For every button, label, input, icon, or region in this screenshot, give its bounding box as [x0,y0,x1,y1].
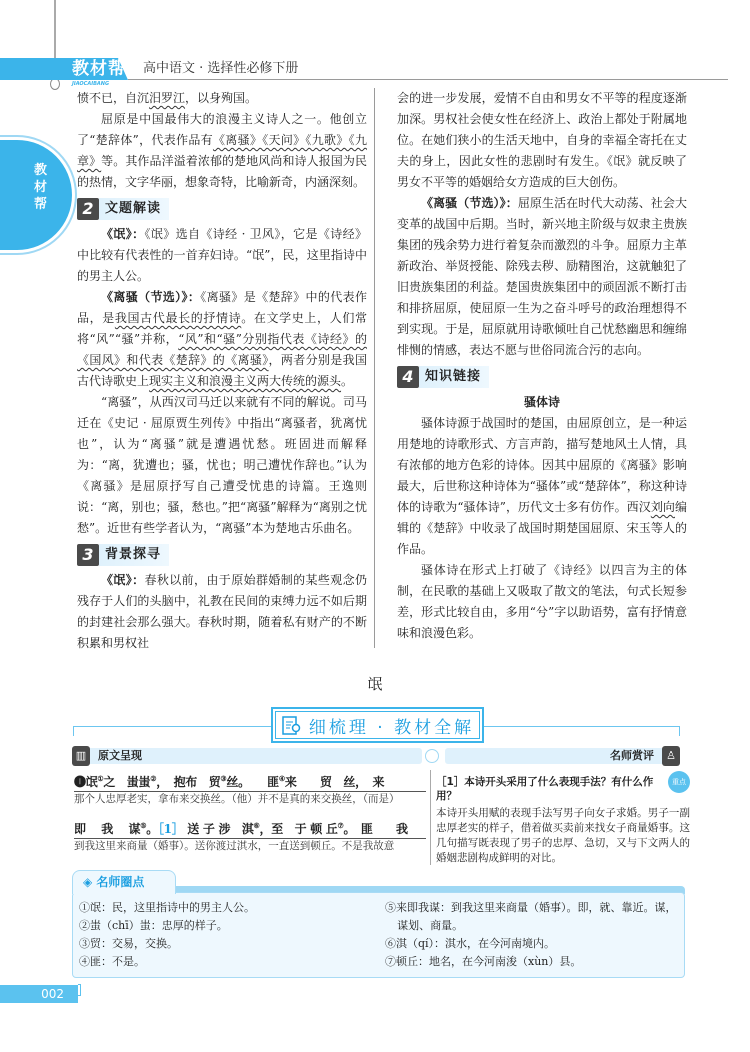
book-icon: ▥ [72,746,90,766]
left-column [77,88,367,654]
note-item: ③贸：交易，交换。 [79,937,178,950]
section-number: 3 [77,544,99,566]
original-text [74,770,426,854]
note-item: ⑥淇（qí）：淇水，在今河南境内。 [385,937,556,950]
text-segment: ，至 于 顿 丘 [259,822,338,836]
paragraph [397,560,687,644]
text-segment: 丝。 匪 [226,775,279,789]
original-block-1 [74,770,426,807]
paragraph [77,570,367,654]
section-number: 2 [77,198,99,220]
text-segment: 《氓》： [101,227,145,241]
text-segment: 骚体诗 [523,395,560,409]
text-segment: ，两者分别是我国古代诗歌史上 [77,353,367,388]
side-tab-label: 教材帮 [34,163,48,212]
footnote-marker: ① [97,774,104,783]
section-label: 文题解读 [99,198,169,220]
text-segment: 骚体诗在形式上打破了《诗经》以四言为主的体制，在民歌的基础上又吸取了散文的笔法，句式长短参差，形式比较自由，多用“兮”字以助语势，富有抒情意味和浪漫色彩。 [397,563,687,640]
commentary-divider [430,770,431,865]
footnote-marker: ⑥ [253,821,260,830]
underlined-text: 现实主义和浪漫主义两大传统的源头 [149,374,342,388]
text-segment: 会的进一步发展，爱情不自由和男女不平等的程度逐渐加深。男权社会使女性在经济上、政治上都处于附属地位。在她们狭小的生活天地中，自身的幸福全寄托在丈夫的身上，因此女性的悲剧时有发生。《氓》就反映了男女不平等的婚姻给女方造成的巨大创伤。 [397,91,687,189]
section-heading [77,197,367,221]
text-segment: 《氓》选自《诗经 · 卫风》，它是《诗经》中比较有代表性的一首弃妇诗。“氓”，民，这里指诗中的男主人公。 [77,227,367,283]
paragraph [397,413,687,560]
text-segment: ❶氓 [74,775,98,789]
section-banner [271,707,484,743]
notes-left [79,899,369,971]
text-segment: “离骚”，从西汉司马迁以来就有不同的解说。司马迁在《史记 · 屈原贾生列传》中指出“离骚者，犹离忧也”，认为“离骚”就是遭遇忧愁。班固进而解释为：“离，犹遭也；骚，忧也；明己遭忧作辞也。”认为《离骚》是屈原抒写自己遭受忧患的诗篇。王逸则说：“离，别也；骚，愁也。”把“离骚”解释为“离别之忧愁”。近世有些学者认为，“离骚”本为楚地古乐曲名。 [77,395,367,535]
paragraph [397,88,687,193]
poem-title: 氓 [367,675,383,693]
underlined-text: 汨罗江 [149,91,186,105]
text-segment: ， 抱布 贸 [156,775,221,789]
original-text-bar [72,748,422,764]
text-segment: 春秋以前，由于原始群婚制的某些观念仍残存于人们的头脑中，礼教在民间的束缚力远不如后期的封建社会那么强大。春秋时期，随着私有财产的不断积累和男权社 [77,573,367,650]
underlined-text: 我国古代最长的抒情诗 [114,311,242,325]
key-point-badge: 重点 [668,771,690,793]
paragraph [77,392,367,539]
paragraph [77,287,367,392]
text-segment: 。 匪 我 [343,822,408,836]
paragraph [77,109,367,193]
text-segment: 《离骚》是《楚辞》中的代表作品，是 [77,290,367,325]
header-logo: 教材帮 [72,59,126,79]
header-logo-sub: JIAOCAIBANG [72,81,110,87]
section-heading [77,543,367,567]
text-segment: 《离骚（节选）》： [101,290,201,304]
column-divider [374,88,375,648]
text-segment: 等。其作品洋溢着浓郁的楚地风尚和诗人报国为民的热情，文字华丽，想象奇特，比喻新奇，内涵深刻。 [77,154,367,189]
layers-icon: ◈ [83,875,93,889]
note-item: ①氓：民，这里指诗中的男主人公。 [79,901,255,914]
commentary-answer: 本诗开头用赋的表现手法写男子向女子求婚。男子一副忠厚老实的样子，借着做买卖前来找女子商量婚事。这几句描写既表现了男子的忠厚、急切，又与下文两人的婚姻悲剧构成鲜明的对比。 [436,807,690,864]
text-segment: ，以身殉国。 [185,91,258,105]
original-block-2 [74,817,426,854]
original-text-label: 原文呈现 [98,749,142,762]
text-segment: 骚体诗源于战国时的楚国，由屈原创立，是一种运用楚地的诗歌形式、方言声韵，描写楚地风土人情，具有浓郁的地方色彩的诗体。因其中屈原的《离骚》影响最大，后世称这种诗体为“骚体”或“楚辞体”，称这种诗体的诗歌为“骚体诗”，历代文士多有仿作。西汉 [397,416,687,514]
notes-title: 名师圈点 [96,875,145,889]
text-segment: 屈原是中国最伟大的浪漫主义诗人之一。他创立了“楚辞体”，代表作品有 [77,112,367,147]
notes-right [385,899,680,971]
footer-plug-icon [78,984,81,996]
note-item: ⑤来即我谋：到我这里来商量（婚事）。即，就、靠近。谋，谋划、商量。 [385,901,677,932]
commentary-label: 名师赏评 [610,749,654,762]
footnote-marker: ② [150,774,157,783]
footnote-marker: ③ [220,774,227,783]
text-segment: 屈原生活在时代大动荡、社会大变革的战国中后期。当时，新兴地主阶级与奴隶主贵族集团的残余势力进行着复杂而激烈的斗争。屈原力主革新政治、举贤授能、除残去秽、励精图治，这就触犯了旧贵族集团的利益。楚国贵族集团中的顽固派不断打击和排挤屈原，使屈原一生为之奋斗呼号的政治理想得不到实现。于是，屈原就用诗歌倾吐自己忧愁幽思和缠绵悱恻的情感，表达不愿与世俗同流合污的志向。 [397,196,687,357]
text-segment: 编辑的《楚辞》中收录了战国时期楚国屈原、宋玉等人的作品。 [397,500,687,556]
section-label: 背景探寻 [99,544,169,566]
section-number: 4 [397,366,419,388]
underlined-text: 《离骚》《天问》《九歌》《九章》 [77,133,367,168]
underlined-text: 刘向 [650,500,675,514]
translation-line: 那个人忠厚老实，拿布来交换丝。（他）并不是真的来交换丝，（而是） [74,793,400,805]
commentary-question: ［1］本诗开头采用了什么表现手法？有什么作用？ [436,776,654,802]
page-number: 002 [0,985,78,1003]
divider-ornament-icon [425,749,439,763]
original-line [74,817,426,839]
footnote-marker: ⑦ [337,821,344,830]
commentary-bar [445,748,680,764]
text-segment: 《离骚（节选）》： [421,196,518,210]
paragraph [77,88,367,109]
text-segment: 来 贸 丝， 来 [284,775,385,789]
note-item: ②蚩（chī）蚩：忠厚的样子。 [79,919,228,932]
subsection-title [397,392,687,413]
text-segment: 送 子 涉 淇 [183,822,254,836]
text-segment: 《氓》： [101,573,145,587]
notebook-icon [281,714,301,736]
text-segment: 即 我 谋 [74,822,141,836]
teacher-icon: ♙ [662,746,680,766]
paragraph [77,224,367,287]
banner-label: 细梳理 · 教材全解 [308,717,475,738]
notes-tab [72,870,176,894]
text-segment: 。 [341,374,354,388]
paragraph [397,193,687,361]
right-column [397,88,687,644]
header-divider [128,79,728,80]
original-line [74,770,426,792]
header-title: 高中语文 · 选择性必修下册 [143,61,299,76]
section-label: 知识链接 [419,366,489,388]
translation-line: 到我这里来商量（婚事）。送你渡过淇水，一直送到顿丘。不是我故意 [74,840,395,852]
notes-box [72,892,685,978]
banner-plug-right [679,726,680,736]
text-segment: 之 蚩蚩 [103,775,151,789]
commentary-link[interactable]: ［1］ [157,822,184,836]
text-segment: 。 [146,822,158,836]
footnote-marker: ⑤ [140,821,147,830]
note-item: ⑦顿丘：地名，在今河南浚（xùn）县。 [385,955,582,968]
underlined-text: “风”和“骚”分别指代表《诗经》的《国风》和代表《楚辞》的《离骚》 [77,332,367,367]
section-heading [397,365,687,389]
text-segment: 。在文学史上，人们常将“风”“骚”并称， [77,311,367,346]
footnote-marker: ④ [278,774,285,783]
text-segment: 愤不已，自沉 [77,91,150,105]
banner-plug-left [73,726,74,736]
note-item: ④匪：不是。 [79,955,145,968]
commentary [436,771,690,866]
